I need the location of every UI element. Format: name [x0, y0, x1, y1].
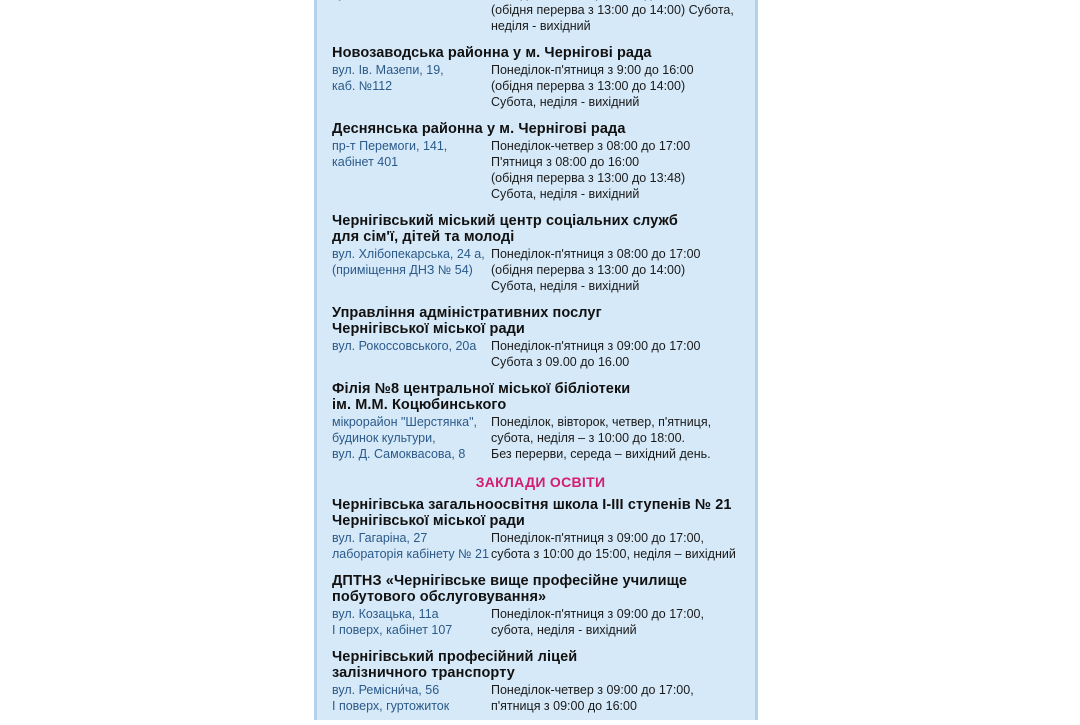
- entry-address: вул. Козацька, 11а І поверх, кабінет 107: [332, 607, 453, 637]
- entry-name: Новозаводська районна у м. Чернігові рада: [332, 45, 652, 61]
- section-heading-education: ЗАКЛАДИ ОСВІТИ: [475, 474, 606, 490]
- entry-name: Чернігівська загальноосвітня школа І-ІІІ ступенів № 21 Чернігівської міської ради: [332, 497, 732, 529]
- entry-school-21: [332, 497, 749, 562]
- entry-railway-lyceum: [332, 649, 749, 714]
- entry-address: пр-т Перемоги, 141, кабінет 401: [332, 139, 448, 169]
- entry-hours: Понеділок-п'ятниця з 08:00 до 17:00 (обідня перерва з 13:00 до 14:00) Субота, неділя - вихідний: [491, 247, 701, 293]
- entry-desnianska: [332, 121, 749, 202]
- panel-content: [332, 0, 749, 725]
- entry-social-services: [332, 213, 749, 294]
- entry-hours: Понеділок-п'ятниця з 09:00 до 17:00 Субота з 09.00 до 16.00: [491, 339, 701, 369]
- entry-name: Філія №8 центральної міської бібліотеки ім. М.М. Коцюбинського: [332, 381, 631, 413]
- entry-name: Деснянська районна у м. Чернігові рада: [332, 121, 626, 137]
- entry-address: вул. Гагаріна, 27 лабораторія кабінету № 21: [332, 531, 489, 561]
- entry-vocational-school: [332, 573, 749, 638]
- entry-name: Чернігівський професійний ліцей залізничного транспорту: [332, 649, 578, 681]
- entry-address: [332, 0, 491, 34]
- entry-hours: (обідня перерва з 13:00 до 14:00) Субота, неділя - вихідний: [491, 3, 734, 33]
- entry-hours: Понеділок, вівторок, четвер, п'ятниця, субота, неділя – з 10:00 до 18:00. Без перерви, середа – вихідний день.: [491, 415, 712, 461]
- entry-address: вул. Ремісни́ча, 56 І поверх, гуртожиток: [332, 683, 450, 713]
- entry-hours: Понеділок-п'ятниця з 09:00 до 17:00, субота з 10:00 до 15:00, неділя – вихідний: [491, 531, 736, 561]
- entry-name: Управління адміністративних послуг Чернігівської міської ради: [332, 305, 602, 337]
- entry-name: ДПТНЗ «Чернігівське вище професійне училище побутового обслуговування»: [332, 573, 688, 605]
- entry-hours: Понеділок-четвер з 09:00 до 17:00, п'ятниця з 09:00 до 16:00: [491, 683, 694, 713]
- info-panel: [314, 0, 758, 720]
- entry-novozavodska: [332, 45, 749, 110]
- entry-admin-services: [332, 305, 749, 370]
- entry-address: вул. Ів. Мазепи, 19, каб. №112: [332, 63, 444, 93]
- entry-shevchenka: [332, 0, 749, 34]
- entry-address: вул. Хлібопекарська, 24 а, (приміщення ДНЗ № 54): [332, 247, 485, 277]
- entry-name: Чернігівський міський центр соціальних служб для сім'ї, дітей та молоді: [332, 213, 678, 245]
- entry-hours: Понеділок-п'ятниця з 09:00 до 17:00, субота, неділя - вихідний: [491, 607, 704, 637]
- entry-hours: Понеділок-четвер з 08:00 до 17:00 П'ятниця з 08:00 до 16:00 (обідня перерва з 13:00 до 13:48) Субота, неділя - вихідний: [491, 139, 691, 201]
- entry-library-branch: [332, 381, 749, 462]
- entry-hours: Понеділок-п'ятниця з 9:00 до 16:00 (обідня перерва з 13:00 до 14:00) Субота, неділя - вихідний: [491, 63, 694, 109]
- entry-address: вул. Рокоссовського, 20а: [332, 339, 477, 353]
- entry-address: мікрорайон "Шерстянка", будинок культури, вул. Д. Самоквасова, 8: [332, 415, 478, 461]
